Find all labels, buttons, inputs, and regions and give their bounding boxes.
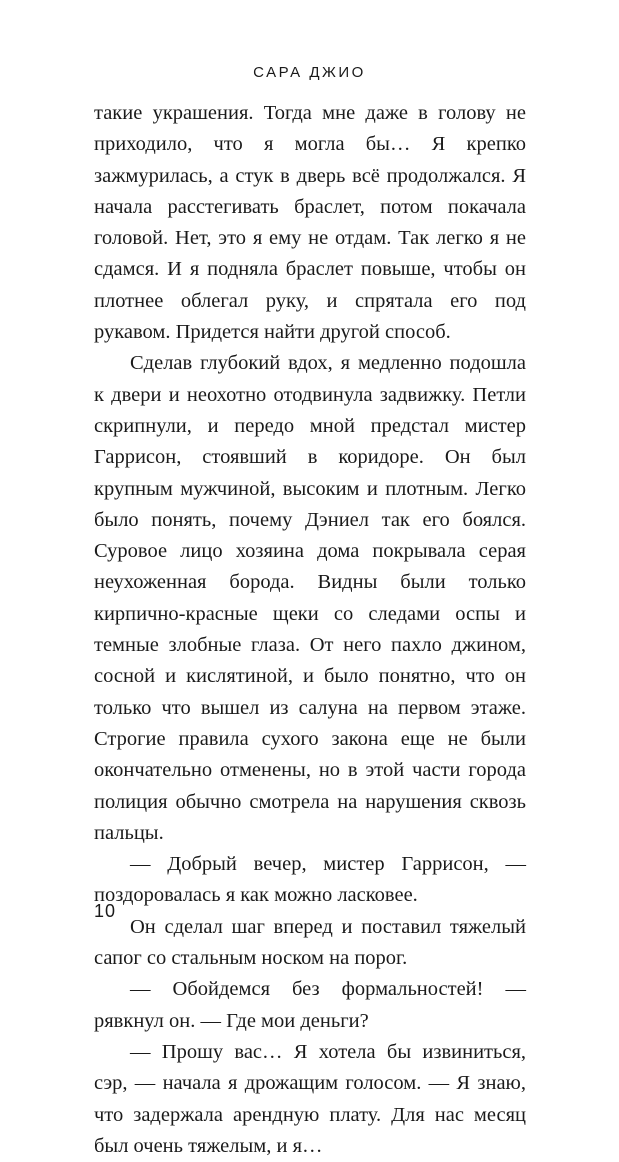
- page-number: 10: [94, 901, 117, 921]
- paragraph: такие украшения. Тогда мне даже в голову не приходило, что я могла бы… Я крепко зажмурилась, а стук в дверь всё продолжался. Я начала расстегивать браслет, потом покачала головой. Нет, это я ему не отдам. Так легко я не сдамся. И я подняла браслет повыше, чтобы он плотнее облегал руку, и спрятала его под рукавом. Придется найти другой способ.: [94, 102, 526, 344]
- body-text: [94, 98, 526, 1162]
- running-head: САРА ДЖИО: [253, 64, 366, 81]
- paragraph: — Прошу вас… Я хотела бы извиниться, сэр, — начала я дрожащим голосом. — Я знаю, что задержала арендную плату. Для нас месяц был очень тяжелым, и я…: [94, 1040, 526, 1157]
- paragraph: — Добрый вечер, мистер Гаррисон, — поздоровалась я как можно ласковее.: [94, 853, 526, 907]
- paragraph: — Обойдемся без формальностей! — рявкнул он. — Где мои деньги?: [94, 978, 526, 1032]
- paragraph: Он сделал шаг вперед и поставил тяжелый сапог со стальным носком на порог.: [94, 915, 526, 970]
- paragraph: Сделав глубокий вдох, я медленно подошла к двери и неохотно отодвинула задвижку. Петли скрипнули, и передо мной предстал мистер Гаррисон, стоявший в коридоре. Он был крупным мужчиной, высоким и плотным. Легко было понять, почему Дэниел так его боялся. Суровое лицо хозяина дома покрывала серая неухоженная борода. Видны были только кирпично-красные щеки со следами оспы и темные злобные глаза. От него пахло джином, сосной и кислятиной, и было понятно, что он только что вышел из салуна на первом этаже. Строгие правила сухого закона еще не были окончательно отменены, но в этой части города полиция обычно смотрела на нарушения сквозь пальцы.: [94, 352, 526, 844]
